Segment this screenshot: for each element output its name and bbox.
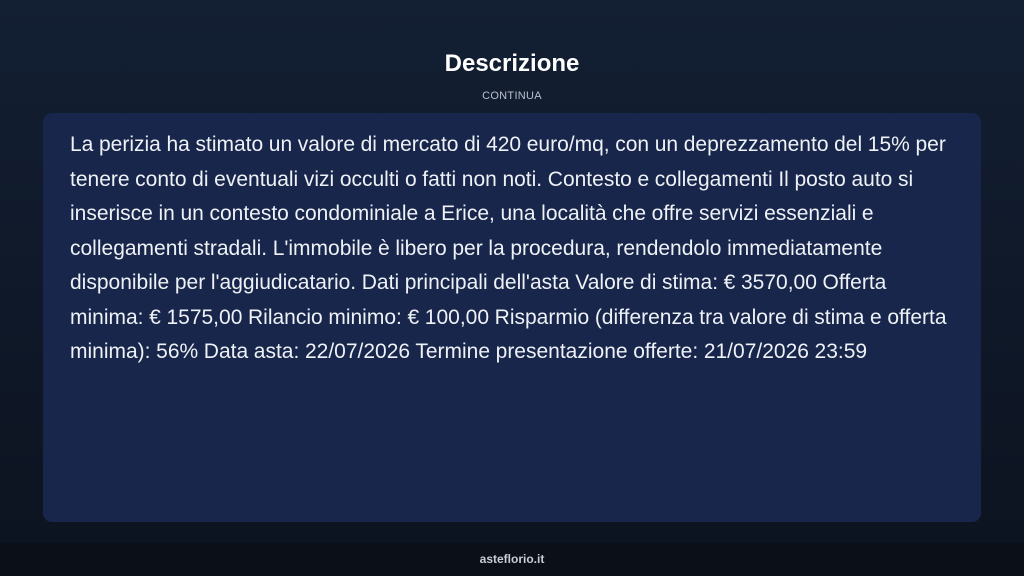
page-subtitle: CONTINUA — [482, 90, 542, 102]
footer-site-name: asteflorio.it — [479, 552, 545, 566]
description-text: La perizia ha stimato un valore di mercato di 420 euro/mq, con un deprezzamento del 15% per tenere conto di eventuali vizi occulti o fatti non noti. Contesto e collegamenti Il posto auto si inserisce in un contesto condominiale a Erice, una località che offre servizi essenziali e collegamenti stradali. L'immobile è libero per la procedura, rendendolo immediatamente disponibile per l'aggiudicatario. Dati principali dell'asta Valore di stima: € 3570,00 Offerta minima: € 1575,00 Rilancio minimo: € 100,00 Risparmio (differenza tra valore di stima e offerta minima): 56% Data asta: 22/07/2026 Termine presentazione offerte: 21/07/2026 23:59 — [70, 133, 947, 363]
description-card — [43, 113, 981, 522]
page-title: Descrizione — [444, 50, 580, 77]
footer-bar — [0, 543, 1024, 576]
